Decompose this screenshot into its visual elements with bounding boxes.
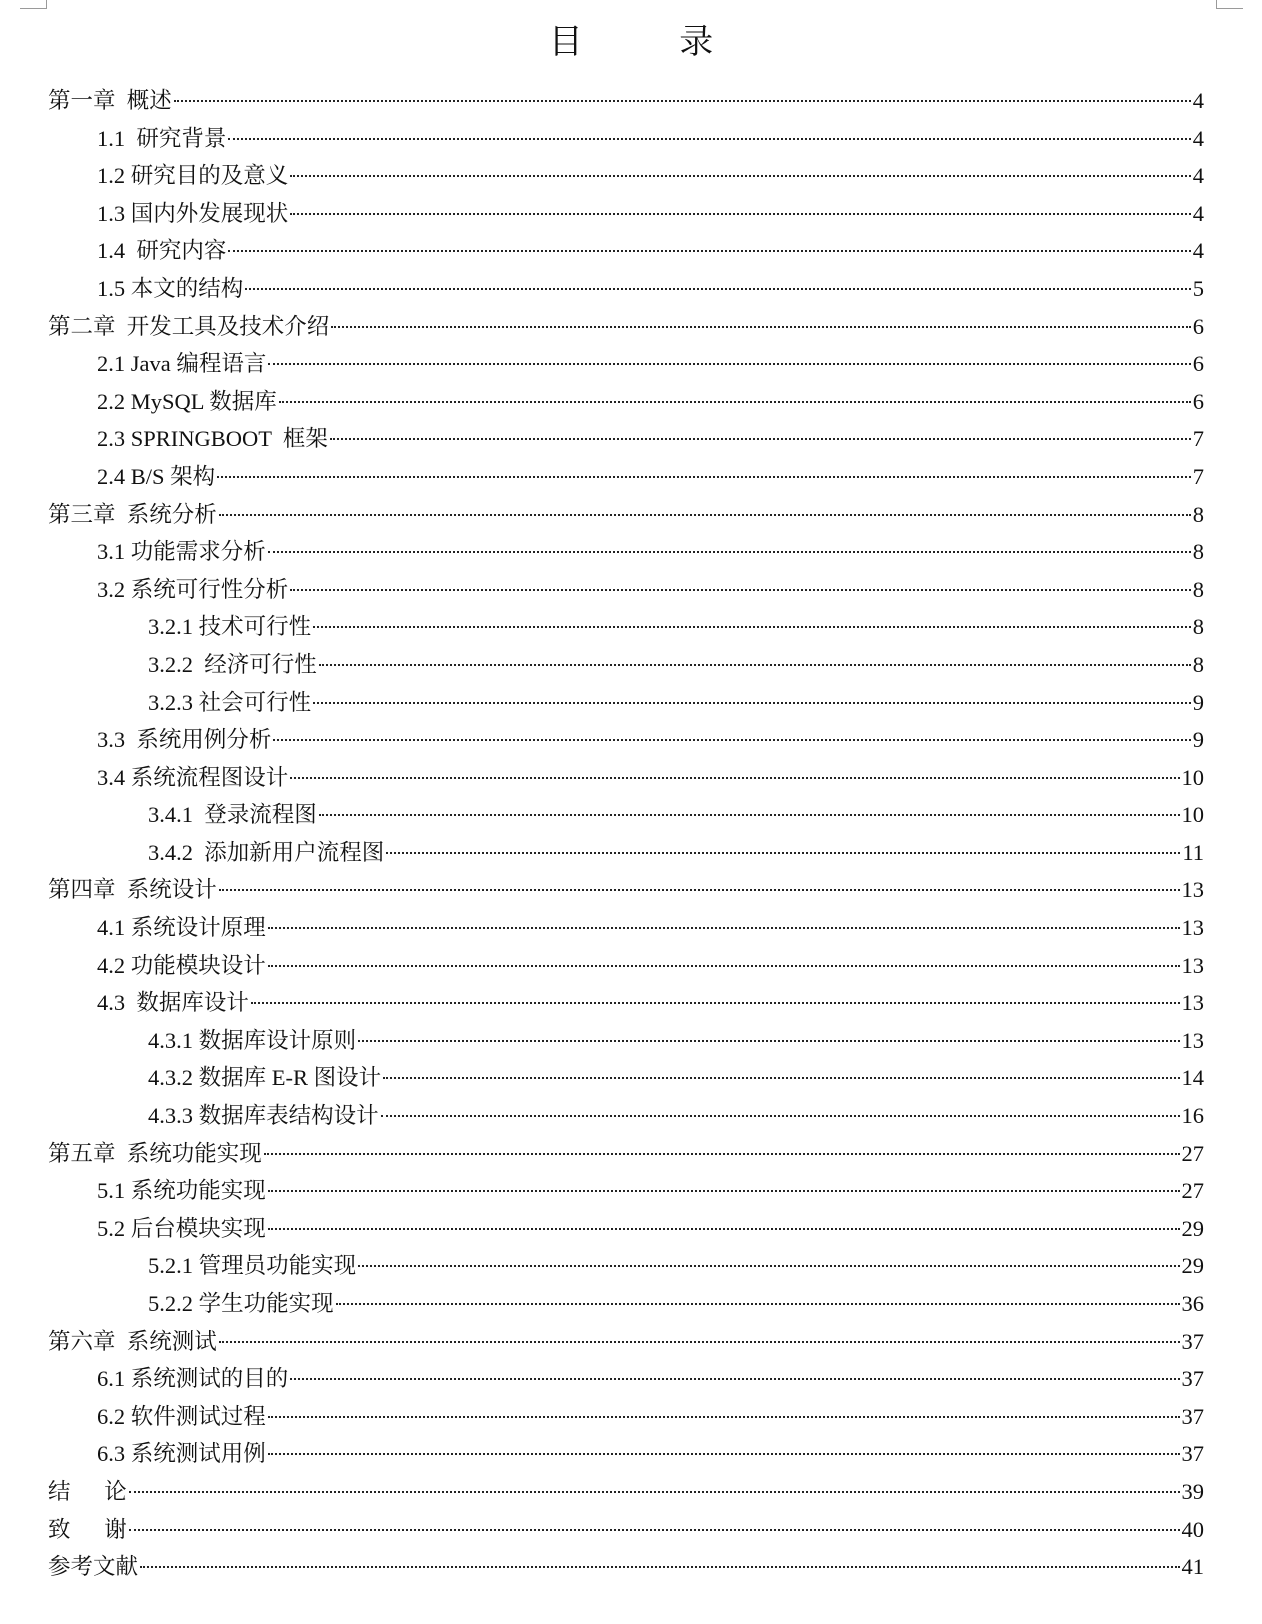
toc-entry-title: 1.5 本文的结构 [97,275,244,301]
toc-dot-leader [358,1265,1179,1267]
toc-page-number: 8 [1192,539,1204,565]
toc-entry[interactable] [48,1285,1204,1323]
toc-page-number: 7 [1192,426,1204,452]
toc-page-number: 39 [1181,1478,1204,1504]
toc-page-number: 37 [1181,1441,1204,1467]
toc-entry-title: 结 论 [48,1478,127,1504]
toc-entry[interactable] [48,157,1204,195]
toc-entry-title: 3.4.1 登录流程图 [148,802,317,828]
toc-dot-leader [228,250,1190,252]
toc-page-number: 10 [1181,802,1204,828]
toc-page-number: 40 [1181,1516,1204,1542]
toc-dot-leader [268,1416,1180,1418]
toc-entry-title: 6.1 系统测试的目的 [97,1366,289,1392]
toc-entry[interactable] [48,871,1204,909]
toc-entry-title: 3.1 功能需求分析 [97,539,266,565]
toc-dot-leader [268,1453,1180,1455]
toc-entry[interactable] [48,1097,1204,1135]
toc-page-number: 8 [1192,576,1204,602]
toc-entry-title: 6.2 软件测试过程 [97,1403,266,1429]
toc-entry[interactable] [48,1360,1204,1398]
toc-dot-leader [313,702,1191,704]
toc-dot-leader [319,664,1191,666]
toc-entry[interactable] [48,1247,1204,1285]
toc-page-number: 13 [1181,877,1204,903]
toc-page-number: 10 [1181,764,1204,790]
toc-page-number: 9 [1192,689,1204,715]
toc-entry-title: 4.3.1 数据库设计原则 [148,1027,357,1053]
toc-entry[interactable] [48,759,1204,797]
toc-page-number: 8 [1192,614,1204,640]
toc-dot-leader [245,288,1190,290]
toc-dot-leader [290,589,1190,591]
toc-title: 目 录 [548,24,758,61]
toc-entry-title: 3.2 系统可行性分析 [97,576,289,602]
toc-entry-title: 4.2 功能模块设计 [97,952,266,978]
toc-dot-leader [381,1115,1180,1117]
toc-entry[interactable] [48,420,1204,458]
toc-dot-leader [290,213,1190,215]
toc-page-number: 41 [1181,1554,1204,1580]
toc-page-number: 4 [1192,238,1204,264]
toc-dot-leader [217,476,1191,478]
toc-entry[interactable] [48,232,1204,270]
toc-page-number: 27 [1181,1178,1204,1204]
toc-page-number: 9 [1192,727,1204,753]
toc-entry-title: 2.3 SPRINGBOOT 框架 [97,426,328,452]
toc-entry-title: 4.1 系统设计原理 [97,915,266,941]
toc-entry-title: 3.2.2 经济可行性 [148,651,317,677]
toc-entry[interactable] [48,571,1204,609]
toc-page-number: 37 [1181,1403,1204,1429]
toc-page-number: 14 [1181,1065,1204,1091]
toc-entry-title: 2.4 B/S 架构 [97,463,216,489]
toc-entry[interactable] [48,195,1204,233]
toc-entry-title: 第二章 开发工具及技术介绍 [48,313,330,339]
toc-entry[interactable] [48,684,1204,722]
toc-entry-title: 4.3.2 数据库 E-R 图设计 [148,1065,382,1091]
toc-entry[interactable] [48,270,1204,308]
toc-entry[interactable] [48,834,1204,872]
toc-dot-leader [264,1153,1180,1155]
toc-page-number: 37 [1181,1366,1204,1392]
toc-dot-leader [279,401,1191,403]
toc-entry[interactable] [48,533,1204,571]
toc-dot-leader [268,927,1180,929]
toc-dot-leader [268,551,1191,553]
toc-dot-leader [290,1378,1179,1380]
toc-entry-title: 第六章 系统测试 [48,1328,217,1354]
toc-page-number: 13 [1181,952,1204,978]
toc-page-number: 4 [1192,200,1204,226]
toc-dot-leader [228,138,1190,140]
toc-page-number: 5 [1192,275,1204,301]
toc-entry[interactable] [48,1022,1204,1060]
toc-dot-leader [174,100,1191,102]
toc-entry-title: 5.2.1 管理员功能实现 [148,1253,357,1279]
toc-page-number: 13 [1181,990,1204,1016]
toc-entry-title: 第四章 系统设计 [48,877,217,903]
toc-dot-leader [290,175,1190,177]
toc-entry[interactable] [48,909,1204,947]
toc-entry[interactable] [48,1059,1204,1097]
toc-dot-leader [219,889,1180,891]
toc-entry[interactable] [48,120,1204,158]
toc-page-number: 13 [1181,915,1204,941]
toc-entry-title: 3.2.3 社会可行性 [148,689,312,715]
toc-entry[interactable] [48,345,1204,383]
toc-entry[interactable] [48,1135,1204,1173]
toc-page-number: 37 [1181,1328,1204,1354]
toc-entry[interactable] [48,308,1204,346]
toc-entry-title: 致 谢 [48,1516,127,1542]
toc-page-number: 36 [1181,1291,1204,1316]
toc-entry[interactable] [48,1323,1204,1361]
toc-entry[interactable] [48,496,1204,534]
toc-page-number: 16 [1181,1103,1204,1129]
toc-entry-title: 第三章 系统分析 [48,501,217,527]
toc-entry-title: 5.2.2 学生功能实现 [148,1291,334,1316]
toc-entry-title: 4.3 数据库设计 [97,990,249,1016]
toc-dot-leader [268,965,1180,967]
toc-page-number: 7 [1192,463,1204,489]
toc-entry[interactable] [48,608,1204,646]
toc-entry-title: 5.2 后台模块实现 [97,1215,266,1241]
toc-entry-title: 2.1 Java 编程语言 [97,351,267,377]
toc-entry[interactable] [48,1435,1204,1473]
toc-entry-title: 3.4 系统流程图设计 [97,764,289,790]
toc-entry-title: 3.2.1 技术可行性 [148,614,312,640]
toc-dot-leader [219,1341,1180,1343]
toc-entry-title: 1.1 研究背景 [97,125,227,151]
toc-entry[interactable] [48,984,1204,1022]
toc-dot-leader [336,1303,1180,1305]
toc-page-number: 6 [1192,388,1204,414]
toc-page-number: 6 [1192,313,1204,339]
toc-page-number: 13 [1181,1027,1204,1053]
toc-dot-leader [313,626,1191,628]
toc-page-number: 29 [1181,1215,1204,1241]
toc-entry-title: 1.4 研究内容 [97,238,227,264]
toc-entry-title: 第五章 系统功能实现 [48,1140,262,1166]
toc-entry[interactable] [48,796,1204,834]
toc-entry-title: 4.3.3 数据库表结构设计 [148,1103,379,1129]
page-corner-mark-left [20,0,47,9]
toc-entry[interactable] [48,947,1204,985]
toc-dot-leader [140,1566,1179,1568]
toc-entry-title: 6.3 系统测试用例 [97,1441,266,1467]
toc-entry[interactable] [48,1548,1204,1586]
toc-entry-title: 1.3 国内外发展现状 [97,200,289,226]
toc-dot-leader [251,1002,1180,1004]
toc-page-number: 27 [1181,1140,1204,1166]
toc-entry[interactable] [48,721,1204,759]
toc-entry-title: 参考文献 [48,1554,139,1580]
toc-entry-title: 第一章 概述 [48,88,172,113]
toc-page-number: 29 [1181,1253,1204,1279]
toc-entry[interactable] [48,1398,1204,1436]
toc-entry-title: 2.2 MySQL 数据库 [97,388,277,414]
toc-dot-leader [268,1228,1180,1230]
toc-page-number: 4 [1192,163,1204,189]
toc-entry[interactable] [48,82,1204,120]
toc-dot-leader [331,326,1190,328]
toc-dot-leader [129,1529,1180,1531]
toc-dot-leader [383,1077,1179,1079]
toc-dot-leader [129,1491,1180,1493]
toc-entry[interactable] [48,1511,1204,1549]
toc-entry[interactable] [48,383,1204,421]
toc-dot-leader [386,852,1180,854]
toc-page-number: 8 [1192,501,1204,527]
toc-entry-title: 3.4.2 添加新用户流程图 [148,839,385,865]
table-of-contents [48,82,1204,1586]
toc-entry[interactable] [48,458,1204,496]
toc-entry[interactable] [48,646,1204,684]
toc-page-number: 4 [1192,88,1204,113]
toc-entry-title: 3.3 系统用例分析 [97,727,272,753]
toc-dot-leader [358,1040,1179,1042]
toc-page-number: 11 [1182,839,1204,865]
toc-dot-leader [290,777,1179,779]
toc-entry-title: 1.2 研究目的及意义 [97,163,289,189]
toc-dot-leader [268,363,1190,365]
toc-dot-leader [273,739,1190,741]
toc-page-number: 6 [1192,351,1204,377]
toc-dot-leader [219,514,1191,516]
toc-entry-title: 5.1 系统功能实现 [97,1178,266,1204]
toc-entry[interactable] [48,1473,1204,1511]
toc-dot-leader [319,814,1180,816]
toc-page-number: 8 [1192,651,1204,677]
toc-page-number: 4 [1192,125,1204,151]
toc-dot-leader [268,1190,1180,1192]
toc-dot-leader [330,438,1191,440]
toc-entry[interactable] [48,1172,1204,1210]
page-corner-mark-right [1216,0,1243,9]
toc-entry[interactable] [48,1210,1204,1248]
